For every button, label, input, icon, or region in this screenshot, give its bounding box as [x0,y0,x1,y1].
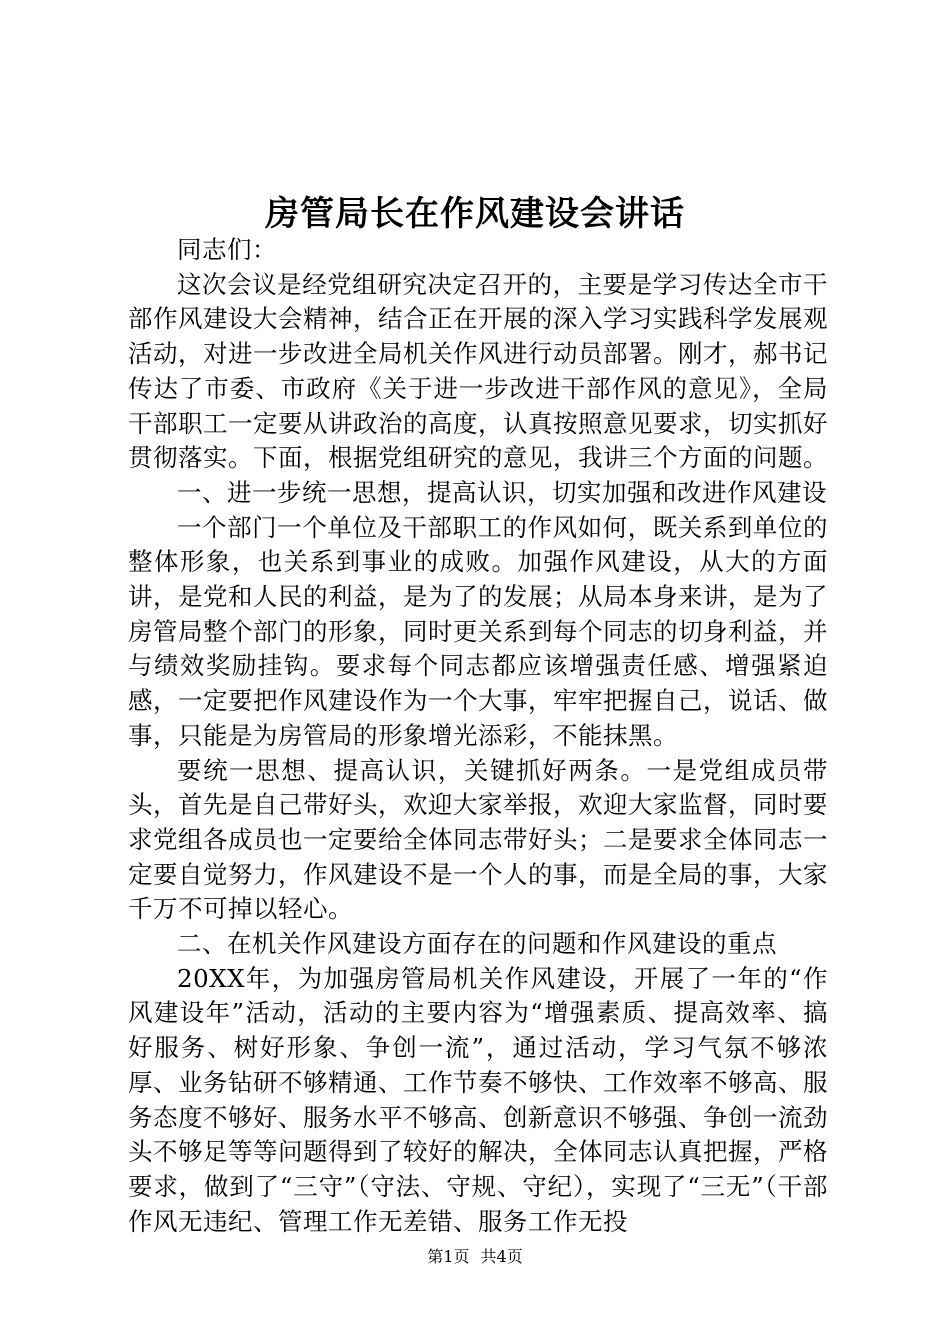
paragraph-section-2a: 20XX年，为加强房管局机关作风建设，开展了一年的“作风建设年”活动，活动的主要内容为“增强素质、提高效率、搞好服务、树好形象、争创一流”，通过活动，学习气氛不够浓厚、业务钻研不够精通、工作节奏不够快、工作效率不够高、服务态度不够好、服务水平不够高、创新意识不够强、争创一流劲头不够足等等问题得到了较好的解决，全体同志认真把握，严格要求，做到了“三守”（守法、守规、守纪），实现了“三无”（干部作风无违纪、管理工作无差错、服务工作无投 [128,963,828,1236]
page-number: 第1页 [427,1247,470,1266]
salutation: 同志们： [177,235,277,264]
document-title: 房管局长在作风建设会讲话 [265,194,685,234]
paragraph-intro: 这次会议是经党组研究决定召开的，主要是学习传达全市干部作风建设大会精神，结合正在开展的深入学习实践科学发展观活动，对进一步改进全局机关作风进行动员部署。刚才，郝书记传达了市委、市政府《关于进一步改进干部作风的意见》，全局干部职工一定要从讲政治的高度，认真按照意见要求，切实抓好贯彻落实。下面，根据党组研究的意见，我讲三个方面的问题。 [128,269,828,473]
page-total: 共4页 [480,1247,523,1266]
page-footer [0,1244,950,1267]
paragraph-section-1b: 要统一思想、提高认识，关键抓好两条。一是党组成员带头，首先是自己带好头，欢迎大家举报，欢迎大家监督，同时要求党组各成员也一定要给全体同志带好头；二是要求全体同志一定要自觉努力，作风建设不是一个人的事，而是全局的事，大家千万不可掉以轻心。 [128,755,828,924]
section-heading-2: 二、在机关作风建设方面存在的问题和作风建设的重点 [177,929,777,959]
section-heading-1: 一、进一步统一思想，提高认识，切实加强和改进作风建设 [177,477,827,507]
paragraph-section-1a: 一个部门一个单位及干部职工的作风如何，既关系到单位的整体形象，也关系到事业的成败。加强作风建设，从大的方面讲，是党和人民的利益，是为了的发展；从局本身来讲，是为了房管局整个部门的形象，同时更关系到每个同志的切身利益，并与绩效奖励挂钩。要求每个同志都应该增强责任感、增强紧迫感，一定要把作风建设作为一个大事，牢牢把握自己，说话、做事，只能是为房管局的形象增光添彩，不能抹黑。 [128,512,828,750]
document-body [128,233,828,1239]
